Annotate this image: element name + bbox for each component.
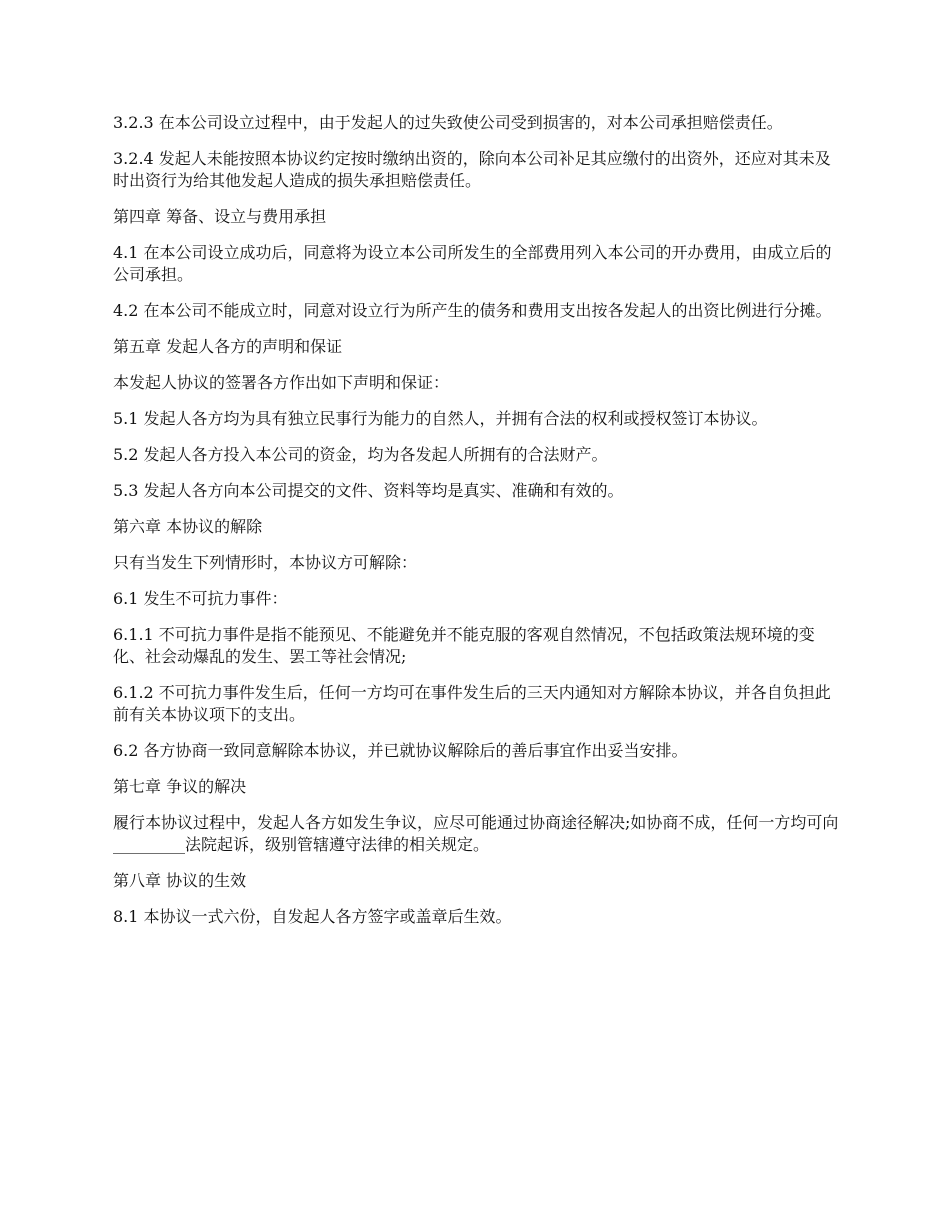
clause-3-2-4: 3.2.4 发起人未能按照本协议约定按时缴纳出资的，除向本公司补足其应缴付的出资外，还应对其未及时出资行为给其他发起人造成的损失承担赔偿责任。: [113, 149, 831, 190]
clause-3-2-3: 3.2.3 在本公司设立过程中，由于发起人的过失致使公司受到损害的，对本公司承担赔偿责任。: [113, 113, 783, 132]
chapter-6-intro: 只有当发生下列情形时，本协议方可解除：: [113, 553, 418, 572]
clause-6-2: 6.2 各方协商一致同意解除本协议，并已就协议解除后的善后事宜作出妥当安排。: [113, 741, 688, 760]
document-body: [113, 112, 843, 942]
chapter-4-heading: 第四章 筹备、设立与费用承担: [113, 207, 327, 226]
chapter-7-heading: 第七章 争议的解决: [113, 777, 247, 796]
clause-5-3: 5.3 发起人各方向本公司提交的文件、资料等均是真实、准确和有效的。: [113, 481, 624, 500]
clause-5-1: 5.1 发起人各方均为具有独立民事行为能力的自然人，并拥有合法的权利或授权签订本协议。: [113, 409, 768, 428]
chapter-5-intro: 本发起人协议的签署各方作出如下声明和保证：: [113, 373, 450, 392]
clause-8-1: 8.1 本协议一式六份，自发起人各方签字或盖章后生效。: [113, 907, 512, 926]
clause-4-2: 4.2 在本公司不能成立时，同意对设立行为所产生的债务和费用支出按各发起人的出资比例进行分摊。: [113, 301, 832, 320]
clause-6-1: 6.1 发生不可抗力事件：: [113, 589, 288, 608]
clause-6-1-1: 6.1.1 不可抗力事件是指不能预见、不能避免并不能克服的客观自然情况，不包括政策法规环境的变化、社会动爆乱的发生、罢工等社会情况;: [113, 625, 815, 666]
chapter-6-heading: 第六章 本协议的解除: [113, 517, 263, 536]
clause-5-2: 5.2 发起人各方投入本公司的资金，均为各发起人所拥有的合法财产。: [113, 445, 608, 464]
clause-4-1: 4.1 在本公司设立成功后，同意将为设立本公司所发生的全部费用列入本公司的开办费用，由成立后的公司承担。: [113, 243, 832, 284]
chapter-7-body: 履行本协议过程中，发起人各方如发生争议，应尽可能通过协商途径解决;如协商不成，任何一方均可向_________法院起诉，级别管辖遵守法律的相关规定。: [113, 813, 839, 854]
clause-6-1-2: 6.1.2 不可抗力事件发生后，任何一方均可在事件发生后的三天内通知对方解除本协议，并各自负担此前有关本协议项下的支出。: [113, 683, 831, 724]
chapter-8-heading: 第八章 协议的生效: [113, 871, 247, 890]
chapter-5-heading: 第五章 发起人各方的声明和保证: [113, 337, 343, 356]
